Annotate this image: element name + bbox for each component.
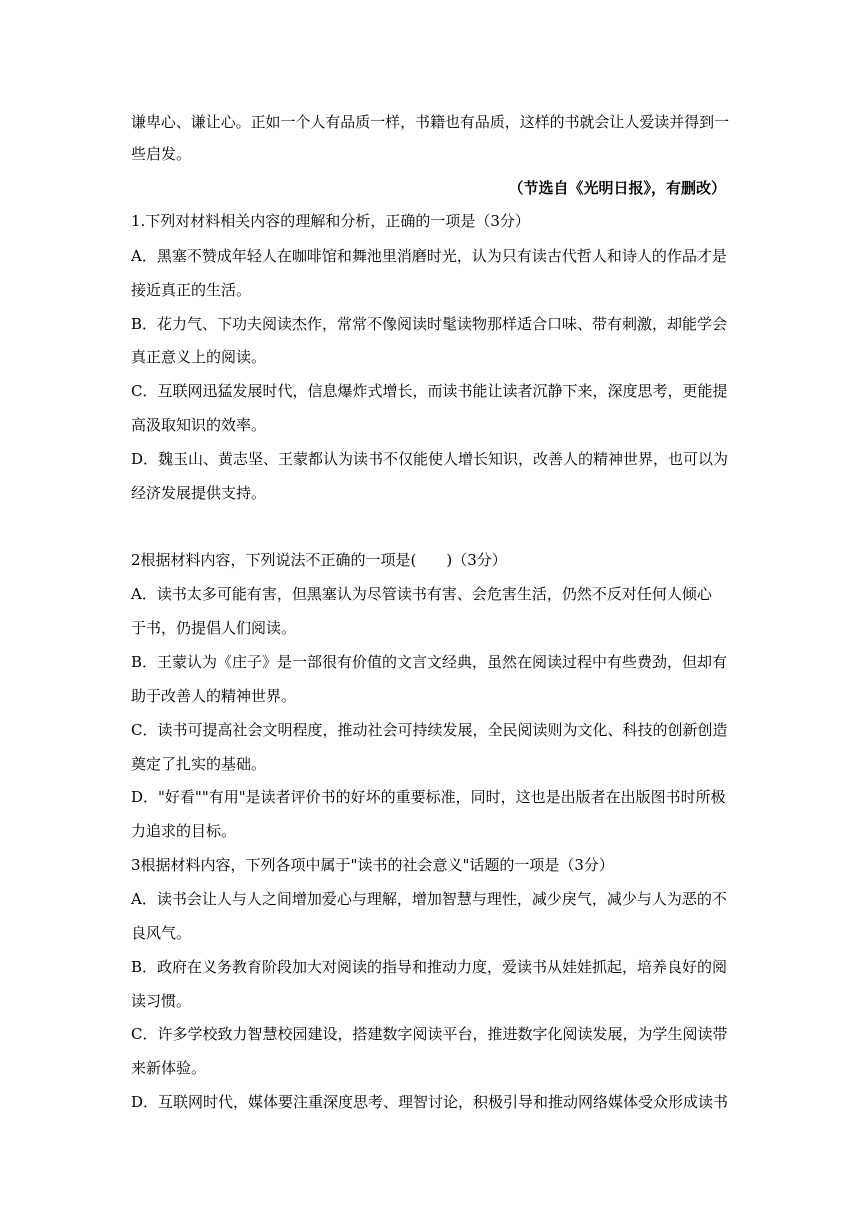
q2-option-d-cont: 力追求的目标。 <box>131 822 237 840</box>
q2-option-c: C．读书可提高社会文明程度，推动社会可持续发展，全民阅读则为文化、科技的创新创造 <box>131 721 728 739</box>
q3-option-a: A．读书会让人与人之间增加爱心与理解，增加智慧与理性，减少戾气，减少与人为恶的不 <box>131 890 727 908</box>
q2-option-a-cont: 于书，仍提倡人们阅读。 <box>131 619 297 637</box>
q1-option-b: B．花力气、下功夫阅读杰作，常常不像阅读时髦读物那样适合口味、带有刺激，却能学会 <box>131 315 728 333</box>
q3-option-b-cont: 读习惯。 <box>131 992 192 1010</box>
q2-option-b: B．王蒙认为《庄子》是一部很有价值的文言文经典，虽然在阅读过程中有些费劲，但却有 <box>131 653 728 671</box>
q1-option-c: C．互联网迅猛发展时代，信息爆炸式增长，而读书能让读者沉静下来，深度思考，更能提 <box>131 382 728 400</box>
q3-option-c: C．许多学校致力智慧校园建设，搭建数字阅读平台，推进数字化阅读发展，为学生阅读带 <box>131 1025 728 1043</box>
q3-option-b: B．政府在义务教育阶段加大对阅读的指导和推动力度，爱读书从娃娃抓起，培养良好的阅 <box>131 958 728 976</box>
q2-option-d: D．"好看""有用"是读者评价书的好坏的重要标准，同时，这也是出版者在出版图书时所极 <box>131 788 726 806</box>
source-citation: （节选自《光明日报》，有删改） <box>508 179 726 197</box>
passage-line: 些启发。 <box>131 145 192 163</box>
q1-option-c-cont: 高汲取知识的效率。 <box>131 416 267 434</box>
question-3-stem: 3根据材料内容，下列各项中属于"读书的社会意义"话题的一项是（3分） <box>131 856 614 874</box>
q1-option-b-cont: 真正意义上的阅读。 <box>131 348 267 366</box>
q2-option-a: A．读书太多可能有害，但黑塞认为尽管读书有害、会危害生活，仍然不反对任何人倾心 <box>131 585 712 603</box>
q2-option-b-cont: 助于改善人的精神世界。 <box>131 687 297 705</box>
q1-option-d-cont: 经济发展提供支持。 <box>131 484 267 502</box>
q2-option-c-cont: 奠定了扎实的基础。 <box>131 755 267 773</box>
q3-option-d: D．互联网时代，媒体要注重深度思考、理智讨论，积极引导和推动网络媒体受众形成读书 <box>131 1093 729 1111</box>
q3-option-c-cont: 来新体验。 <box>131 1059 207 1077</box>
q1-option-a: A．黑塞不赞成年轻人在咖啡馆和舞池里消磨时光，认为只有读古代哲人和诗人的作品才是 <box>131 247 727 265</box>
q3-option-a-cont: 良风气。 <box>131 924 192 942</box>
passage-line: 谦卑心、谦让心。正如一个人有品质一样，书籍也有品质，这样的书就会让人爱读并得到一 <box>131 113 730 131</box>
q1-option-d: D．魏玉山、黄志坚、王蒙都认为读书不仅能使人增长知识，改善人的精神世界，也可以为 <box>131 450 729 468</box>
question-1-stem: 1.下列对材料相关内容的理解和分析，正确的一项是（3分） <box>131 212 530 230</box>
q1-option-a-cont: 接近真正的生活。 <box>131 281 252 299</box>
question-2-stem: 2根据材料内容，下列说法不正确的一项是( )（3分） <box>131 551 507 569</box>
